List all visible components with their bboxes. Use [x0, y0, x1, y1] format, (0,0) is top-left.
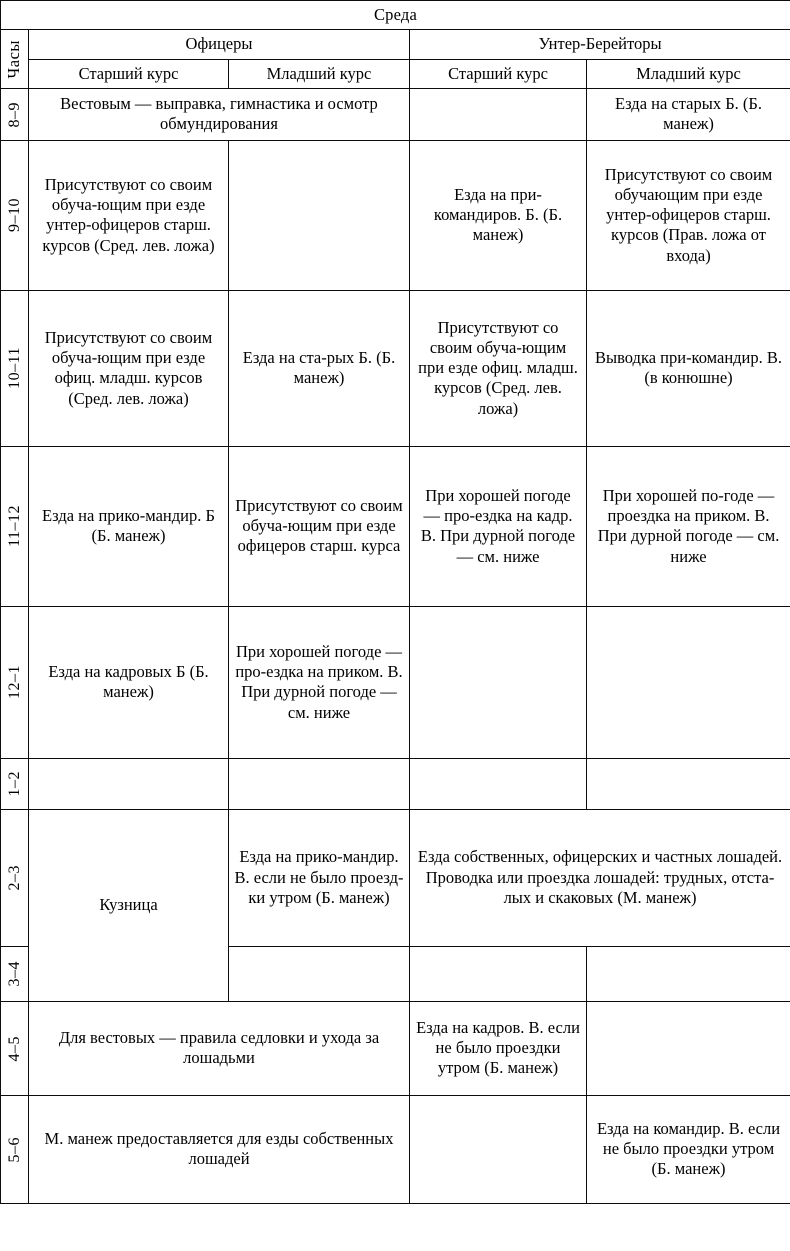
schedule-cell: Езда на командир. В. если не было проездки утром (Б. манеж) [587, 1095, 790, 1203]
schedule-cell: Присутствуют со своим обуча-ющим при езде офицеров старш. курса [229, 446, 410, 606]
hours-label-cell [1, 446, 29, 606]
hours-label: 5–6 [5, 1136, 23, 1163]
hours-label-cell [1, 758, 29, 809]
schedule-row [1, 290, 790, 446]
schedule-cell-empty [587, 758, 790, 809]
schedule-cell: Выводка при-командир. В. (в конюшне) [587, 290, 790, 446]
schedule-cell-empty [410, 1095, 587, 1203]
hours-column-header-label: Часы [4, 39, 24, 79]
schedule-cell: При хорошей погоде — про-ездка на приком. В. При дурной погоде — см. ниже [229, 606, 410, 758]
schedule-cell: М. манеж предоставляется для езды собственных лошадей [29, 1095, 410, 1203]
schedule-cell-empty [229, 946, 410, 1001]
schedule-row [1, 606, 790, 758]
schedule-cell: Для вестовых — правила седловки и ухода за лошадьми [29, 1001, 410, 1095]
group-header-row [1, 30, 790, 59]
schedule-cell-empty [410, 758, 587, 809]
subheader-row [1, 59, 790, 88]
hours-label-cell [1, 1001, 29, 1095]
schedule-cell-empty [229, 140, 410, 290]
hours-label-cell [1, 606, 29, 758]
schedule-cell: При хорошей по-годе — проездка на приком. В. При дурной погоде — см. ниже [587, 446, 790, 606]
schedule-cell-empty [410, 88, 587, 140]
schedule-row [1, 1001, 790, 1095]
schedule-cell: Езда на прико-мандир. Б (Б. манеж) [29, 446, 229, 606]
group-header-unter-bereitors: Унтер-Берейторы [410, 30, 790, 59]
schedule-cell-empty [229, 758, 410, 809]
schedule-cell: Езда на ста-рых Б. (Б. манеж) [229, 290, 410, 446]
schedule-cell: Вестовым — выправка, гимнастика и осмотр обмундирования [29, 88, 410, 140]
schedule-body [1, 1, 790, 1204]
hours-label: 9–10 [5, 198, 23, 233]
schedule-row [1, 809, 790, 946]
hours-label-cell [1, 809, 29, 946]
schedule-cell: Присутствуют со своим обучающим при езде унтер-офицеров старш. курсов (Прав. ложа от входа) [587, 140, 790, 290]
schedule-cell-empty [29, 758, 229, 809]
schedule-cell-empty [410, 606, 587, 758]
hours-label: 11–12 [5, 505, 23, 548]
schedule-cell: Езда на кадров. В. если не было проездки утром (Б. манеж) [410, 1001, 587, 1095]
schedule-cell: Езда на прико-мандир. В. если не было проезд-ки утром (Б. манеж) [229, 809, 410, 946]
title-row [1, 1, 790, 30]
schedule-cell-empty [587, 946, 790, 1001]
subheader-officers-junior: Младший курс [229, 59, 410, 88]
schedule-row [1, 446, 790, 606]
schedule-cell: Езда на старых Б. (Б. манеж) [587, 88, 790, 140]
hours-column-header [1, 30, 29, 89]
schedule-cell: Кузница [29, 809, 229, 1001]
hours-label: 12–1 [5, 665, 23, 700]
hours-label: 8–9 [5, 101, 23, 128]
schedule-cell: Езда на при-командиров. Б. (Б. манеж) [410, 140, 587, 290]
schedule-cell: Присутствуют со своим обуча-ющим при езде унтер-офицеров старш. курсов (Сред. лев. ложа) [29, 140, 229, 290]
schedule-cell: Езда на кадровых Б (Б. манеж) [29, 606, 229, 758]
schedule-cell-empty [410, 946, 587, 1001]
schedule-cell: При хорошей погоде — про-ездка на кадр. В. При дурной погоде — см. ниже [410, 446, 587, 606]
hours-label: 2–3 [5, 865, 23, 891]
schedule-cell: Езда собственных, офицерских и частных лошадей. Проводка или проездка лошадей: трудных, отста-лых и скаковых (М. манеж) [410, 809, 790, 946]
subheader-unter-junior: Младший курс [587, 59, 790, 88]
hours-label-cell [1, 88, 29, 140]
schedule-cell: Присутствуют со своим обуча-ющим при езде офиц. младш. курсов (Сред. лев. ложа) [410, 290, 587, 446]
subheader-officers-senior: Старший курс [29, 59, 229, 88]
subheader-unter-senior: Старший курс [410, 59, 587, 88]
schedule-cell: Присутствуют со своим обуча-ющим при езде офиц. младш. курсов (Сред. лев. ложа) [29, 290, 229, 446]
hours-label-cell [1, 140, 29, 290]
schedule-row [1, 758, 790, 809]
schedule-row [1, 1095, 790, 1203]
hours-label-cell [1, 290, 29, 446]
schedule-row [1, 140, 790, 290]
hours-label: 1–2 [5, 771, 23, 797]
hours-label: 10–11 [5, 347, 23, 390]
schedule-cell-empty [587, 606, 790, 758]
page-title: Среда [1, 1, 790, 30]
schedule-cell-empty [587, 1001, 790, 1095]
group-header-officers: Офицеры [29, 30, 410, 59]
hours-label: 3–4 [5, 961, 23, 987]
hours-label-cell [1, 1095, 29, 1203]
hours-label: 4–5 [5, 1035, 23, 1062]
schedule-row [1, 88, 790, 140]
hours-label-cell [1, 946, 29, 1001]
